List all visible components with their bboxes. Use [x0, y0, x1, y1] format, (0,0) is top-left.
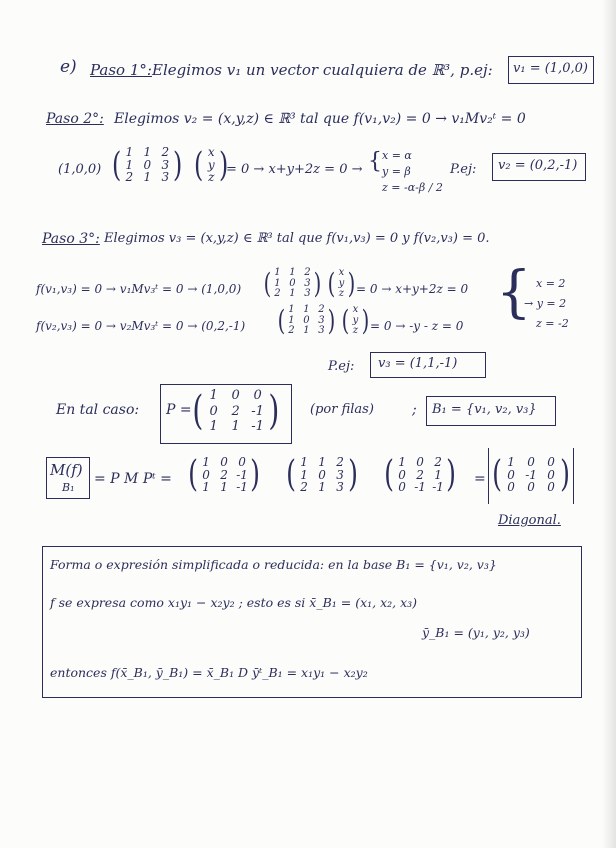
matrix-P: ( 1 0 0 0 2 -1 1 1 -1 ): [192, 388, 279, 435]
pej-2: P.ej:: [450, 162, 477, 177]
matrix-P-2: ( 1 0 0 0 2 -1 1 1 -1 ): [188, 453, 260, 495]
paso3-line1-b: = 0 → x+y+2z = 0: [356, 282, 469, 296]
matrix-M-4: ( 1 1 2 1 0 3 2 1 3 ): [286, 453, 358, 495]
matrix-M-3: ( 1 1 2 1 0 3 2 1 3 ): [277, 303, 336, 337]
paso3-label: Paso 3°:: [42, 231, 100, 247]
paso1-text: Elegimos v₁ un vector cualquiera de ℝ³, p.ej:: [152, 61, 493, 79]
paso3-line1-a: f(v₁,v₃) = 0 → v₁Mv₃ᵗ = 0 → (1,0,0): [36, 282, 242, 296]
semicolon: ;: [412, 402, 417, 418]
sol2-z: z = -α-β / 2: [382, 181, 443, 194]
matrix-M-1: ( 1 1 2 1 0 3 2 1 3 ): [111, 144, 183, 185]
sol2-x: x = α: [382, 149, 412, 162]
pej-3: P.ej:: [328, 359, 355, 374]
vector-xyz-3: ( x y z ): [341, 303, 370, 337]
equals-sign: =: [474, 471, 486, 487]
paso2-text: Elegimos v₂ = (x,y,z) ∈ ℝ³ tal que f(v₁,v₂) = 0 → v₁Mv₂ᵗ = 0: [114, 111, 526, 127]
forma-line4: entonces f(x̄_B₁, ȳ_B₁) = x̄_B₁ D ȳᵗ_B₁ = x₁y₁ − x₂y₂: [50, 665, 368, 680]
brace-2: {: [496, 260, 532, 325]
matrix-D: ( 1 0 0 0 -1 0 0 0 0 ): [492, 453, 570, 495]
matrix-M-2: ( 1 1 2 1 0 3 2 1 3 ): [263, 266, 322, 300]
Mf-label: M(f): [50, 461, 83, 479]
page-edge-shadow: [602, 0, 616, 848]
vector-xyz-2: ( x y z ): [327, 266, 356, 300]
por-filas: (por filas): [310, 402, 374, 417]
paso2-label: Paso 2°:: [46, 111, 104, 127]
paso3-line2-b: = 0 → -y - z = 0: [370, 319, 464, 333]
diagonal-label: Diagonal.: [498, 513, 561, 528]
PMPt: = P M Pᵗ =: [94, 471, 172, 487]
sol2-y: y = β: [382, 165, 411, 178]
v1-value: v₁ = (1,0,0): [513, 61, 588, 76]
P-label: P =: [166, 402, 192, 418]
paso1-label: Paso 1°:: [90, 61, 152, 79]
brace-1: {: [368, 149, 382, 174]
basis: B₁ = {v₁, v₂, v₃}: [432, 402, 537, 417]
vector-xyz-1: ( x y z ): [193, 144, 229, 185]
paso3-line2-a: f(v₂,v₃) = 0 → v₂Mv₃ᵗ = 0 → (0,2,-1): [36, 319, 246, 333]
sol3-x: x = 2: [536, 277, 566, 290]
forma-line2: f se expresa como x₁y₁ − x₂y₂ ; esto es si x̄_B₁ = (x₁, x₂, x₃): [50, 595, 418, 610]
paso2-eq-right: = 0 → x+y+2z = 0 →: [226, 162, 363, 177]
result-intro: En tal caso:: [56, 402, 140, 418]
sol3-y: → y = 2: [524, 297, 567, 310]
matrix-Pt: ( 1 0 2 0 2 1 0 -1 -1 ): [384, 453, 456, 495]
sol3-z: z = -2: [536, 317, 569, 330]
forma-line3: ȳ_B₁ = (y₁, y₂, y₃): [422, 625, 530, 640]
section-letter: e): [60, 57, 77, 77]
forma-line1: Forma o expresión simplificada o reducida: en la base B₁ = {v₁, v₂, v₃}: [50, 557, 497, 572]
Mf-subscript: B₁: [62, 481, 75, 494]
v2-value: v₂ = (0,2,-1): [498, 158, 578, 173]
paso3-text: Elegimos v₃ = (x,y,z) ∈ ℝ³ tal que f(v₁,v₃) = 0 y f(v₂,v₃) = 0.: [104, 231, 490, 246]
paso2-eq-left: (1,0,0): [58, 162, 102, 177]
v3-value: v₃ = (1,1,-1): [378, 356, 458, 371]
